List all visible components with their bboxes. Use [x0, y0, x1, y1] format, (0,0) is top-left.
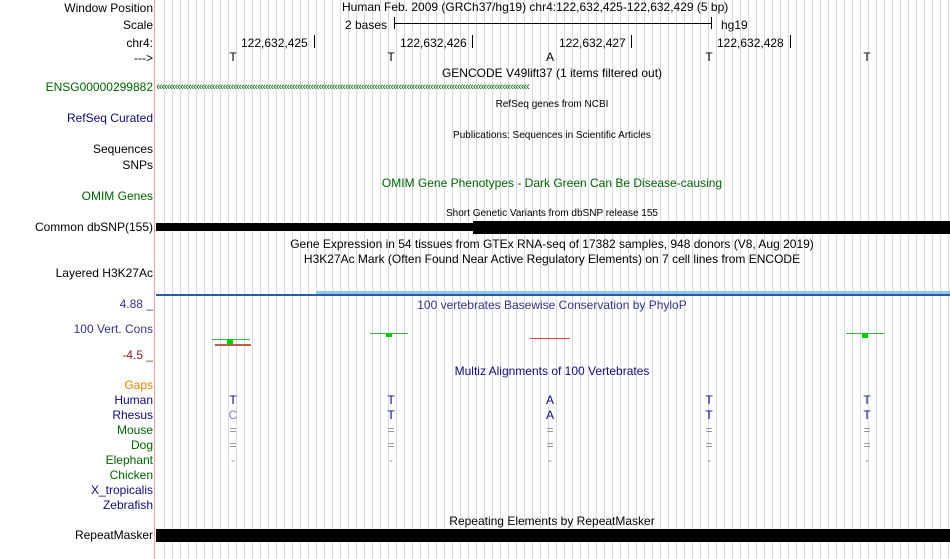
coord-tick-4: [790, 35, 791, 48]
mouse-base-2: =: [387, 423, 395, 437]
species-label-elephant[interactable]: Elephant: [105, 453, 153, 467]
refseq-track-label[interactable]: RefSeq Curated: [66, 111, 153, 125]
coord-tick-2: [472, 35, 473, 48]
repeatmasker-element[interactable]: [156, 529, 950, 542]
rhesus-base-2: T: [387, 408, 395, 422]
publications-sequences-label[interactable]: Sequences: [92, 142, 153, 156]
conservation-min-label: -4.5 _: [122, 348, 153, 362]
omim-track-label[interactable]: OMIM Genes: [81, 189, 153, 203]
coord-label-3: 122,632,427: [559, 36, 626, 50]
omim-track-title: OMIM Gene Phenotypes - Dark Green Can Be Disease-causing: [381, 176, 723, 190]
window-position-label: Window Position: [64, 1, 153, 15]
human-base-4: T: [705, 393, 713, 407]
multiz-gaps-label[interactable]: Gaps: [124, 378, 153, 392]
human-base-5: T: [863, 393, 871, 407]
rhesus-base-3: A: [545, 408, 554, 422]
coord-label-2: 122,632,426: [400, 36, 467, 50]
phylop-bar-5: [862, 333, 868, 338]
dbsnp-track-title: Short Genetic Variants from dbSNP release 155: [446, 208, 658, 219]
mouse-base-4: =: [705, 423, 713, 437]
repeatmasker-track-title: Repeating Elements by RepeatMasker: [449, 514, 655, 528]
mouse-base-3: =: [546, 423, 554, 437]
base-1: T: [229, 50, 237, 64]
human-base-2: T: [387, 393, 395, 407]
elephant-base-3: -: [548, 453, 552, 467]
mouse-base-5: =: [863, 423, 871, 437]
coord-label-4: 122,632,428: [717, 36, 784, 50]
multiz-track-title: Multiz Alignments of 100 Vertebrates: [454, 364, 650, 378]
base-3: A: [545, 50, 554, 64]
base-2: T: [387, 50, 395, 64]
species-label-dog[interactable]: Dog: [130, 438, 153, 452]
conservation-max-label: 4.88 _: [119, 297, 153, 311]
elephant-base-5: -: [865, 453, 869, 467]
assembly-text: hg19: [721, 18, 748, 32]
gencode-gene-feature[interactable]: [156, 80, 950, 94]
h3k27ac-signal-line: [316, 294, 950, 296]
elephant-base-4: -: [707, 453, 711, 467]
phylop-neg-3: [530, 338, 570, 339]
coord-tick-3: [631, 35, 632, 48]
base-5: T: [863, 50, 871, 64]
species-label-chicken[interactable]: Chicken: [109, 468, 153, 482]
species-label-mouse[interactable]: Mouse: [116, 423, 153, 437]
coord-tick-1: [314, 35, 315, 48]
publications-track-title: Publications: Sequences in Scientific Articles: [453, 130, 651, 141]
publications-snps-label[interactable]: SNPs: [122, 158, 153, 172]
dog-base-4: =: [705, 438, 713, 452]
scale-text: 2 bases: [345, 18, 388, 32]
species-label-human[interactable]: Human: [114, 393, 153, 407]
h3k27ac-signal-low: [156, 294, 316, 296]
rhesus-base-5: T: [863, 408, 871, 422]
dog-base-1: =: [229, 438, 237, 452]
species-label-rhesus[interactable]: Rhesus: [112, 408, 153, 422]
repeatmasker-track-label[interactable]: RepeatMasker: [74, 528, 153, 542]
species-label-zebrafish[interactable]: Zebrafish: [102, 498, 153, 512]
human-base-1: T: [229, 393, 237, 407]
dbsnp-variant-thick[interactable]: [473, 221, 950, 234]
dog-base-3: =: [546, 438, 554, 452]
strand-label: --->: [134, 51, 153, 65]
chrom-label: chr4:: [126, 36, 153, 50]
species-label-x-tropicalis[interactable]: X_tropicalis: [90, 483, 153, 497]
coord-label-1: 122,632,425: [241, 36, 308, 50]
rhesus-base-4: T: [705, 408, 713, 422]
dog-base-5: =: [863, 438, 871, 452]
dog-base-2: =: [387, 438, 395, 452]
strand-arrows: ‹‹‹‹‹‹‹‹‹‹‹‹‹‹‹‹‹‹‹‹‹‹‹‹‹‹‹‹‹‹‹‹‹‹‹‹‹‹‹‹‹‹‹‹‹‹‹‹‹‹‹‹‹‹‹‹‹‹‹‹‹‹‹‹‹‹‹‹‹‹‹‹‹‹‹‹‹‹‹‹‹‹‹‹‹‹‹‹‹‹‹‹‹‹‹‹‹‹‹‹‹‹‹‹‹‹‹‹‹‹‹‹‹‹‹‹‹‹‹‹‹‹‹‹‹‹‹‹‹‹‹‹‹‹‹‹‹‹‹‹: [156, 81, 529, 93]
rhesus-base-1: C: [228, 408, 238, 422]
gencode-track-title: GENCODE V49lift37 (1 items filtered out): [441, 66, 663, 80]
gtex-track-title: Gene Expression in 54 tissues from GTEx RNA-seq of 17382 samples, 948 donors (V8, Aug 2019): [290, 237, 814, 251]
gencode-gene-label[interactable]: ENSG00000299882: [45, 80, 153, 94]
dbsnp-track-label[interactable]: Common dbSNP(155): [34, 220, 153, 234]
elephant-base-2: -: [389, 453, 393, 467]
scale-label: Scale: [122, 18, 153, 32]
phylop-bar-2: [386, 333, 392, 337]
base-4: T: [705, 50, 713, 64]
conservation-track-title: 100 vertebrates Basewise Conservation by PhyloP: [417, 298, 687, 312]
mouse-base-1: =: [229, 423, 237, 437]
phylop-neg-1: [215, 344, 251, 346]
elephant-base-1: -: [231, 453, 235, 467]
conservation-track-label[interactable]: 100 Vert. Cons: [73, 322, 153, 336]
refseq-track-title: RefSeq genes from NCBI: [495, 99, 609, 110]
label-column-divider: [154, 0, 155, 559]
window-position-text: Human Feb. 2009 (GRCh37/hg19) chr4:122,632,425-122,632,429 (5 bp): [342, 0, 729, 14]
human-base-3: A: [545, 393, 554, 407]
h3k27ac-track-title: H3K27Ac Mark (Often Found Near Active Regulatory Elements) on 7 cell lines from ENCODE: [303, 252, 801, 266]
h3k27ac-track-label[interactable]: Layered H3K27Ac: [55, 266, 153, 280]
